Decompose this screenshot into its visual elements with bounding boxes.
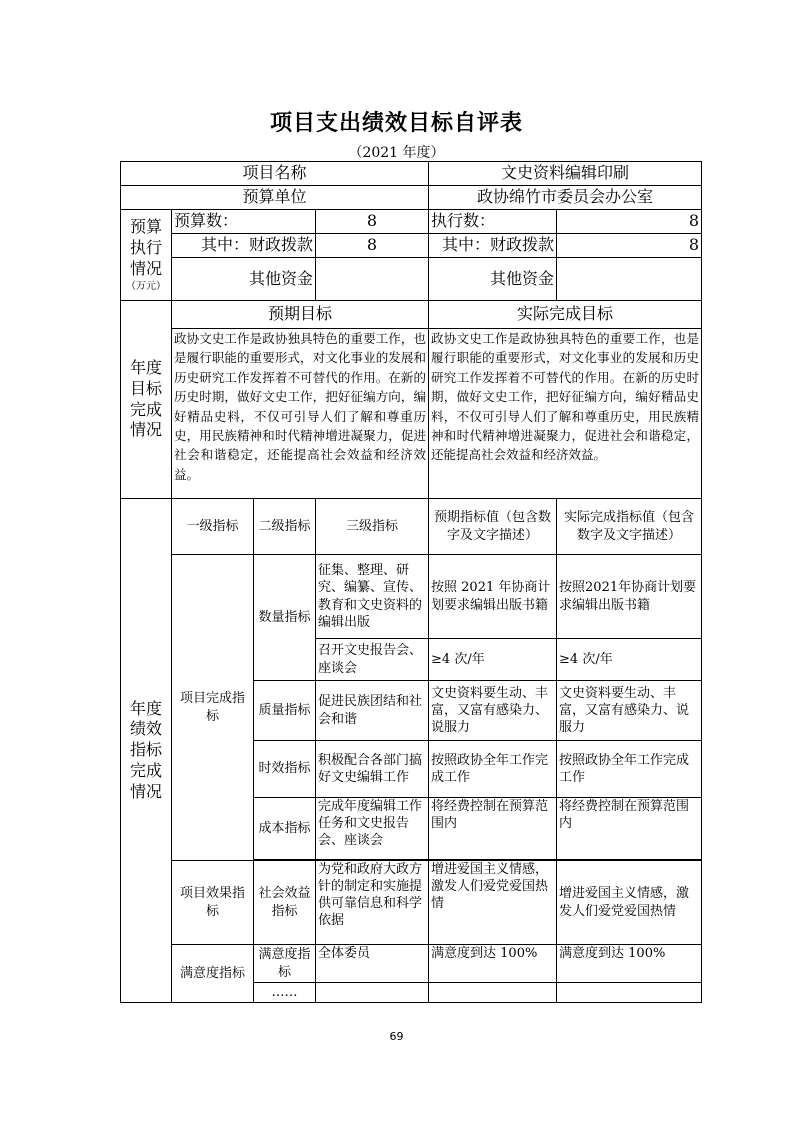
performance-table: [120, 161, 702, 1003]
table-row: [121, 945, 702, 983]
budget-unit-value: 政协绵竹市委员会办公室: [429, 186, 702, 210]
expected-goal-header: 预期目标: [172, 301, 429, 329]
level2-timeliness: 时效指标: [254, 741, 316, 798]
actual-cell: 满意度到达 100%: [557, 945, 702, 983]
project-name-value: 文史资料编辑印刷: [429, 162, 702, 186]
expected-cell: 将经费控制在预算范围内: [429, 798, 557, 860]
budget-unit-label: 预算单位: [121, 186, 429, 210]
budget-amount-label: 预算数：: [172, 210, 316, 234]
level3-cell: 完成年度编辑工作任务和文史报告会、座谈会: [316, 798, 429, 860]
expected-cell: 按照 2021 年协商计划要求编辑出版书籍: [429, 555, 557, 639]
level3-cell: 征集、整理、研究、编纂、宣传、教育和文史资料的编辑出版: [316, 555, 429, 639]
exec-amount-value: 8: [557, 210, 702, 234]
header-level3: 三级指标: [316, 499, 429, 555]
expected-cell: 文史资料要生动、丰富，又富有感染力、说服力: [429, 681, 557, 741]
level3-cell: [316, 983, 429, 1003]
fiscal-budget-label: 其中：财政拨款: [172, 234, 316, 258]
actual-cell: 将经费控制在预算范围内: [557, 798, 702, 860]
level3-cell: 召开文史报告会、座谈会: [316, 639, 429, 681]
level2-quantity: 数量指标: [254, 555, 316, 681]
other-funds-exec-label: 其他资金: [429, 258, 557, 301]
year-subtitle: （2021 年度）: [348, 145, 445, 161]
level3-cell: 积极配合各部门搞好文史编辑工作: [316, 741, 429, 798]
level2-ellipsis: ……: [254, 983, 316, 1003]
header-actual: 实际完成指标值（包含数字及文字描述）: [557, 499, 702, 555]
expected-cell: [429, 983, 557, 1003]
fiscal-budget-value: 8: [316, 234, 429, 258]
expected-cell: 按照政协全年工作完成工作: [429, 741, 557, 798]
exec-amount-label: 执行数：: [429, 210, 557, 234]
actual-cell: 文史资料要生动、丰富，又富有感染力、说服力: [557, 681, 702, 741]
table-row: [121, 861, 702, 945]
other-funds-exec-value: [557, 258, 702, 301]
actual-cell: 增进爱国主义情感，激发人们爱党爱国热情: [557, 861, 702, 945]
header-expected: 预期指标值（包含数字及文字描述）: [429, 499, 557, 555]
fiscal-exec-value: 8: [557, 234, 702, 258]
table-row: [121, 555, 702, 639]
actual-goal-header: 实际完成目标: [429, 301, 702, 329]
header-level2: 二级指标: [254, 499, 316, 555]
actual-cell: 按照政协全年工作完成工作: [557, 741, 702, 798]
actual-cell: ≥4 次/年: [557, 639, 702, 681]
level1-effect: 项目效果指标: [172, 861, 254, 945]
actual-cell: [557, 983, 702, 1003]
level3-cell: 促进民族团结和社会和谐: [316, 681, 429, 741]
actual-cell: 按照2021年协商计划要求编辑出版书籍: [557, 555, 702, 639]
level2-satisfaction: 满意度指标: [254, 945, 316, 983]
header-level1: 一级指标: [172, 499, 254, 555]
expected-cell: 增进爱国主义情感，激发人们爱党爱国热情: [429, 861, 557, 945]
page-number: 69: [389, 1030, 404, 1043]
budget-amount-value: 8: [316, 210, 429, 234]
level2-quality: 质量指标: [254, 681, 316, 741]
expected-cell: ≥4 次/年: [429, 639, 557, 681]
other-funds-budget: [316, 258, 429, 301]
level1-satisfaction: 满意度指标: [172, 945, 254, 1003]
actual-goal-text: 政协文史工作是政协独具特色的重要工作，也是履行职能的重要形式，对文化事业的发展和历史研究工作发挥着不可替代的作用。在新的历史时期，做好文史工作，把好征编方向，编好精品史料，不仅可引导人们了解和尊重历史，用民族精神和时代精神增进凝聚力，促进社会和谐稳定，还能提高社会效益和经济效益。: [429, 329, 702, 499]
other-funds-label: 其他资金: [172, 258, 316, 301]
indicators-label: 年度 绩效 指标 完成 情况: [121, 499, 172, 1003]
expected-cell: 满意度到达 100%: [429, 945, 557, 983]
expected-goal-text: 政协文史工作是政协独具特色的重要工作，也是履行职能的重要形式，对文化事业的发展和历史研究工作发挥着不可替代的作用。在新的历史时期，做好文史工作，把好征编方向，编好精品史料，不仅可引导人们了解和尊重历史，用民族精神和时代精神增进凝聚力，促进社会和谐稳定，还能提高社会效益和经济效益。: [172, 329, 429, 499]
level3-cell: 全体委员: [316, 945, 429, 983]
level3-cell: 为党和政府大政方针的制定和实施提供可靠信息和科学依据: [316, 861, 429, 945]
fiscal-exec-label: 其中：财政拨款: [429, 234, 557, 258]
project-name-label: 项目名称: [121, 162, 429, 186]
budget-exec-label: 预算 执行 情况 （万元）: [121, 210, 172, 301]
level1-completion: 项目完成指标: [172, 555, 254, 861]
level2-social: 社会效益指标: [254, 861, 316, 945]
annual-goal-label: 年度 目标 完成 情况: [121, 301, 172, 499]
page-title: 项目支出绩效目标自评表: [269, 111, 523, 136]
level2-cost: 成本指标: [254, 798, 316, 860]
